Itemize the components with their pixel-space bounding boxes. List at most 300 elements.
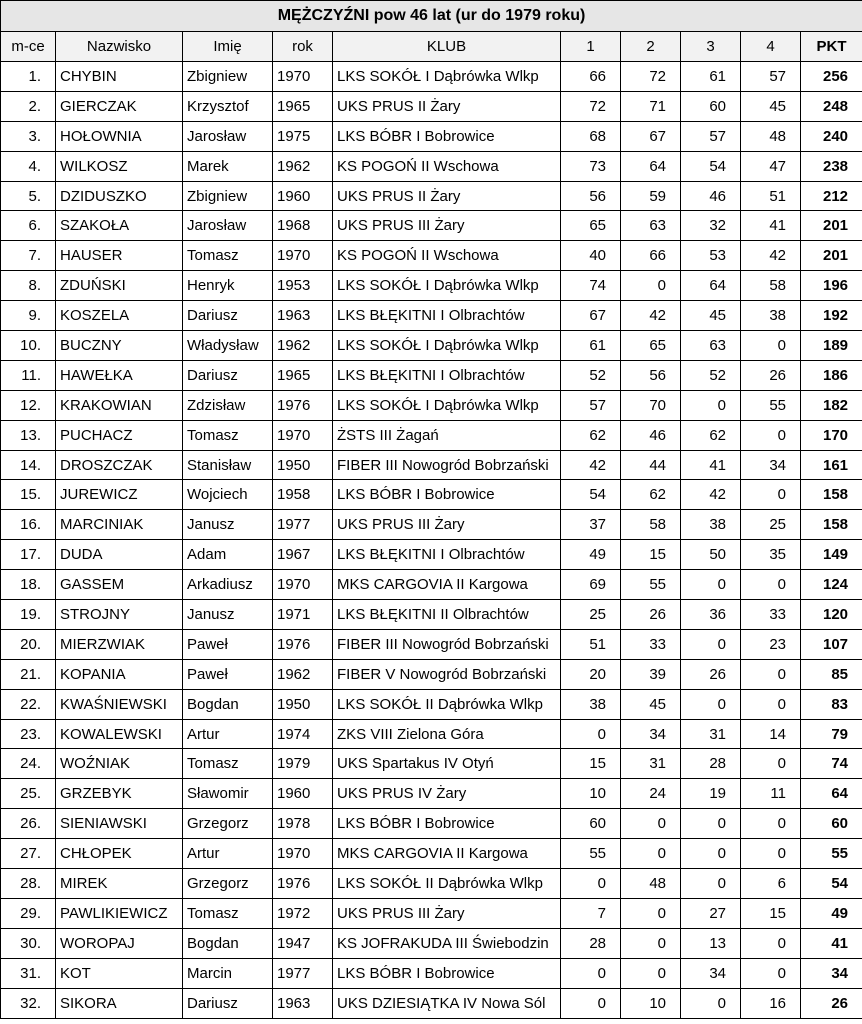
cell-club: LKS SOKÓŁ II Dąbrówka Wlkp (333, 689, 561, 719)
cell-name: Jarosław (183, 121, 273, 151)
cell-club: UKS Spartakus IV Otyń (333, 749, 561, 779)
cell-place: 15. (1, 480, 56, 510)
cell-club: UKS PRUS III Żary (333, 211, 561, 241)
table-row (1, 121, 862, 151)
cell-place: 13. (1, 420, 56, 450)
cell-round-4: 47 (741, 151, 801, 181)
cell-club: UKS PRUS III Żary (333, 510, 561, 540)
header-club: KLUB (333, 32, 561, 62)
cell-name: Dariusz (183, 988, 273, 1018)
cell-round-4: 57 (741, 62, 801, 92)
cell-round-3: 62 (681, 420, 741, 450)
cell-surname: KOT (56, 958, 183, 988)
cell-club: MKS CARGOVIA II Kargowa (333, 570, 561, 600)
cell-surname: SIKORA (56, 988, 183, 1018)
header-name: Imię (183, 32, 273, 62)
cell-round-1: 51 (561, 629, 621, 659)
cell-name: Zbigniew (183, 181, 273, 211)
cell-year: 1950 (273, 689, 333, 719)
cell-round-4: 26 (741, 360, 801, 390)
cell-points: 240 (801, 121, 862, 151)
cell-round-2: 24 (621, 779, 681, 809)
cell-surname: GIERCZAK (56, 91, 183, 121)
cell-club: KS POGOŃ II Wschowa (333, 241, 561, 271)
cell-round-4: 45 (741, 91, 801, 121)
cell-surname: GASSEM (56, 570, 183, 600)
cell-round-3: 52 (681, 360, 741, 390)
cell-name: Tomasz (183, 420, 273, 450)
cell-round-4: 25 (741, 510, 801, 540)
cell-surname: STROJNY (56, 600, 183, 630)
cell-round-2: 59 (621, 181, 681, 211)
cell-round-4: 58 (741, 271, 801, 301)
cell-surname: CHŁOPEK (56, 839, 183, 869)
cell-surname: DROSZCZAK (56, 450, 183, 480)
cell-place: 17. (1, 540, 56, 570)
cell-name: Artur (183, 719, 273, 749)
cell-surname: JUREWICZ (56, 480, 183, 510)
cell-place: 1. (1, 62, 56, 92)
cell-round-3: 27 (681, 898, 741, 928)
cell-round-1: 66 (561, 62, 621, 92)
cell-round-1: 52 (561, 360, 621, 390)
cell-points: 107 (801, 629, 862, 659)
cell-year: 1970 (273, 570, 333, 600)
cell-round-2: 33 (621, 629, 681, 659)
cell-round-3: 0 (681, 629, 741, 659)
cell-round-3: 26 (681, 659, 741, 689)
cell-round-4: 16 (741, 988, 801, 1018)
cell-round-1: 54 (561, 480, 621, 510)
cell-surname: MIREK (56, 869, 183, 899)
cell-round-4: 38 (741, 301, 801, 331)
cell-round-1: 57 (561, 390, 621, 420)
cell-name: Dariusz (183, 360, 273, 390)
cell-year: 1963 (273, 988, 333, 1018)
cell-year: 1960 (273, 181, 333, 211)
cell-surname: DUDA (56, 540, 183, 570)
table-row (1, 659, 862, 689)
table-row (1, 241, 862, 271)
cell-place: 2. (1, 91, 56, 121)
table-row (1, 301, 862, 331)
header-points: PKT (801, 32, 862, 62)
cell-name: Stanisław (183, 450, 273, 480)
table-row (1, 480, 862, 510)
cell-name: Janusz (183, 600, 273, 630)
cell-round-3: 34 (681, 958, 741, 988)
cell-round-2: 58 (621, 510, 681, 540)
cell-round-2: 72 (621, 62, 681, 92)
header-round-1: 1 (561, 32, 621, 62)
cell-round-4: 0 (741, 659, 801, 689)
cell-name: Bogdan (183, 689, 273, 719)
table-row (1, 91, 862, 121)
table-row (1, 211, 862, 241)
cell-year: 1968 (273, 211, 333, 241)
cell-round-3: 50 (681, 540, 741, 570)
cell-place: 25. (1, 779, 56, 809)
cell-round-1: 65 (561, 211, 621, 241)
cell-name: Zbigniew (183, 62, 273, 92)
cell-round-4: 0 (741, 689, 801, 719)
cell-round-2: 0 (621, 271, 681, 301)
title-row (1, 1, 862, 32)
cell-round-4: 0 (741, 749, 801, 779)
table-row (1, 420, 862, 450)
cell-surname: PAWLIKIEWICZ (56, 898, 183, 928)
cell-round-2: 45 (621, 689, 681, 719)
cell-round-3: 54 (681, 151, 741, 181)
cell-round-4: 0 (741, 958, 801, 988)
cell-year: 1970 (273, 839, 333, 869)
cell-points: 83 (801, 689, 862, 719)
cell-points: 158 (801, 480, 862, 510)
cell-round-4: 41 (741, 211, 801, 241)
cell-name: Arkadiusz (183, 570, 273, 600)
cell-round-2: 44 (621, 450, 681, 480)
cell-place: 4. (1, 151, 56, 181)
cell-name: Paweł (183, 629, 273, 659)
cell-year: 1962 (273, 331, 333, 361)
cell-name: Grzegorz (183, 869, 273, 899)
cell-name: Tomasz (183, 241, 273, 271)
cell-round-1: 72 (561, 91, 621, 121)
cell-points: 149 (801, 540, 862, 570)
cell-name: Marek (183, 151, 273, 181)
cell-name: Artur (183, 839, 273, 869)
cell-year: 1958 (273, 480, 333, 510)
cell-points: 79 (801, 719, 862, 749)
cell-club: LKS BŁĘKITNI I Olbrachtów (333, 360, 561, 390)
cell-round-3: 61 (681, 62, 741, 92)
header-year: rok (273, 32, 333, 62)
table-row (1, 510, 862, 540)
cell-name: Tomasz (183, 898, 273, 928)
cell-points: 60 (801, 809, 862, 839)
cell-surname: GRZEBYK (56, 779, 183, 809)
cell-round-2: 55 (621, 570, 681, 600)
cell-points: 248 (801, 91, 862, 121)
cell-round-1: 20 (561, 659, 621, 689)
cell-place: 11. (1, 360, 56, 390)
cell-surname: SIENIAWSKI (56, 809, 183, 839)
cell-round-3: 31 (681, 719, 741, 749)
cell-year: 1974 (273, 719, 333, 749)
cell-round-4: 11 (741, 779, 801, 809)
cell-name: Paweł (183, 659, 273, 689)
cell-surname: KWAŚNIEWSKI (56, 689, 183, 719)
cell-name: Jarosław (183, 211, 273, 241)
cell-round-2: 0 (621, 958, 681, 988)
table-row (1, 928, 862, 958)
cell-name: Tomasz (183, 749, 273, 779)
table-row (1, 151, 862, 181)
cell-round-1: 68 (561, 121, 621, 151)
cell-round-2: 42 (621, 301, 681, 331)
cell-points: 54 (801, 869, 862, 899)
cell-points: 64 (801, 779, 862, 809)
cell-year: 1971 (273, 600, 333, 630)
cell-round-4: 15 (741, 898, 801, 928)
header-row (1, 32, 862, 62)
cell-year: 1977 (273, 958, 333, 988)
header-round-3: 3 (681, 32, 741, 62)
cell-round-1: 25 (561, 600, 621, 630)
cell-points: 186 (801, 360, 862, 390)
cell-place: 31. (1, 958, 56, 988)
cell-round-4: 35 (741, 540, 801, 570)
header-place: m-ce (1, 32, 56, 62)
cell-surname: KOPANIA (56, 659, 183, 689)
table-row (1, 629, 862, 659)
cell-year: 1960 (273, 779, 333, 809)
cell-place: 9. (1, 301, 56, 331)
table-row (1, 869, 862, 899)
cell-club: LKS SOKÓŁ I Dąbrówka Wlkp (333, 271, 561, 301)
table-row (1, 390, 862, 420)
cell-round-3: 41 (681, 450, 741, 480)
cell-round-4: 33 (741, 600, 801, 630)
cell-round-4: 0 (741, 570, 801, 600)
cell-place: 29. (1, 898, 56, 928)
cell-points: 212 (801, 181, 862, 211)
cell-surname: WILKOSZ (56, 151, 183, 181)
cell-points: 120 (801, 600, 862, 630)
cell-points: 85 (801, 659, 862, 689)
cell-round-2: 48 (621, 869, 681, 899)
cell-round-1: 7 (561, 898, 621, 928)
cell-round-4: 0 (741, 839, 801, 869)
cell-name: Grzegorz (183, 809, 273, 839)
cell-round-3: 13 (681, 928, 741, 958)
table-row (1, 898, 862, 928)
cell-name: Zdzisław (183, 390, 273, 420)
cell-round-3: 64 (681, 271, 741, 301)
cell-club: LKS SOKÓŁ I Dąbrówka Wlkp (333, 390, 561, 420)
cell-round-2: 31 (621, 749, 681, 779)
cell-year: 1950 (273, 450, 333, 480)
table-row (1, 809, 862, 839)
cell-club: MKS CARGOVIA II Kargowa (333, 839, 561, 869)
table-row (1, 450, 862, 480)
cell-round-1: 73 (561, 151, 621, 181)
cell-club: LKS BŁĘKITNI I Olbrachtów (333, 540, 561, 570)
cell-points: 201 (801, 211, 862, 241)
cell-round-2: 39 (621, 659, 681, 689)
cell-round-4: 6 (741, 869, 801, 899)
cell-round-4: 14 (741, 719, 801, 749)
cell-round-2: 0 (621, 928, 681, 958)
cell-year: 1962 (273, 659, 333, 689)
cell-round-3: 32 (681, 211, 741, 241)
cell-round-2: 70 (621, 390, 681, 420)
cell-points: 196 (801, 271, 862, 301)
cell-round-2: 15 (621, 540, 681, 570)
cell-year: 1977 (273, 510, 333, 540)
cell-place: 22. (1, 689, 56, 719)
cell-round-2: 10 (621, 988, 681, 1018)
table-row (1, 181, 862, 211)
cell-name: Sławomir (183, 779, 273, 809)
cell-surname: MIERZWIAK (56, 629, 183, 659)
table-row (1, 958, 862, 988)
cell-round-1: 0 (561, 988, 621, 1018)
cell-round-3: 0 (681, 988, 741, 1018)
cell-round-1: 15 (561, 749, 621, 779)
header-round-4: 4 (741, 32, 801, 62)
cell-surname: BUCZNY (56, 331, 183, 361)
cell-round-1: 0 (561, 719, 621, 749)
cell-round-2: 34 (621, 719, 681, 749)
cell-round-2: 64 (621, 151, 681, 181)
cell-round-1: 74 (561, 271, 621, 301)
cell-place: 32. (1, 988, 56, 1018)
table-row (1, 719, 862, 749)
cell-place: 27. (1, 839, 56, 869)
cell-club: LKS BŁĘKITNI I Olbrachtów (333, 301, 561, 331)
cell-surname: MARCINIAK (56, 510, 183, 540)
table-row (1, 62, 862, 92)
cell-round-3: 53 (681, 241, 741, 271)
cell-club: ŻSTS III Żagań (333, 420, 561, 450)
cell-round-2: 67 (621, 121, 681, 151)
cell-surname: PUCHACZ (56, 420, 183, 450)
cell-club: KS POGOŃ II Wschowa (333, 151, 561, 181)
cell-year: 1963 (273, 301, 333, 331)
cell-round-2: 65 (621, 331, 681, 361)
cell-club: KS JOFRAKUDA III Świebodzin (333, 928, 561, 958)
cell-round-2: 71 (621, 91, 681, 121)
cell-name: Bogdan (183, 928, 273, 958)
cell-points: 238 (801, 151, 862, 181)
cell-surname: HAUSER (56, 241, 183, 271)
cell-round-1: 55 (561, 839, 621, 869)
cell-name: Władysław (183, 331, 273, 361)
cell-club: UKS PRUS II Żary (333, 181, 561, 211)
cell-year: 1970 (273, 420, 333, 450)
results-body (1, 62, 862, 1019)
cell-year: 1979 (273, 749, 333, 779)
cell-round-4: 0 (741, 420, 801, 450)
cell-surname: HAWEŁKA (56, 360, 183, 390)
cell-club: UKS DZIESIĄTKA IV Nowa Sól (333, 988, 561, 1018)
cell-year: 1965 (273, 360, 333, 390)
cell-surname: DZIDUSZKO (56, 181, 183, 211)
cell-round-4: 55 (741, 390, 801, 420)
table-row (1, 570, 862, 600)
cell-round-3: 19 (681, 779, 741, 809)
cell-points: 189 (801, 331, 862, 361)
cell-surname: WOROPAJ (56, 928, 183, 958)
cell-round-3: 57 (681, 121, 741, 151)
cell-points: 124 (801, 570, 862, 600)
cell-round-1: 69 (561, 570, 621, 600)
cell-round-1: 60 (561, 809, 621, 839)
header-surname: Nazwisko (56, 32, 183, 62)
cell-points: 170 (801, 420, 862, 450)
cell-year: 1972 (273, 898, 333, 928)
cell-round-3: 46 (681, 181, 741, 211)
table-row (1, 839, 862, 869)
cell-club: LKS BŁĘKITNI II Olbrachtów (333, 600, 561, 630)
cell-round-2: 0 (621, 898, 681, 928)
cell-round-1: 37 (561, 510, 621, 540)
cell-round-4: 0 (741, 809, 801, 839)
cell-round-1: 67 (561, 301, 621, 331)
cell-year: 1962 (273, 151, 333, 181)
cell-round-1: 10 (561, 779, 621, 809)
cell-round-4: 0 (741, 928, 801, 958)
cell-club: LKS SOKÓŁ II Dąbrówka Wlkp (333, 869, 561, 899)
cell-round-4: 42 (741, 241, 801, 271)
cell-round-2: 62 (621, 480, 681, 510)
cell-name: Adam (183, 540, 273, 570)
cell-round-3: 28 (681, 749, 741, 779)
cell-place: 21. (1, 659, 56, 689)
cell-round-3: 38 (681, 510, 741, 540)
cell-points: 74 (801, 749, 862, 779)
cell-round-2: 66 (621, 241, 681, 271)
cell-round-4: 0 (741, 331, 801, 361)
cell-points: 256 (801, 62, 862, 92)
cell-place: 18. (1, 570, 56, 600)
table-row (1, 689, 862, 719)
cell-club: LKS BÓBR I Bobrowice (333, 480, 561, 510)
cell-year: 1976 (273, 629, 333, 659)
cell-club: ZKS VIII Zielona Góra (333, 719, 561, 749)
cell-round-2: 26 (621, 600, 681, 630)
cell-round-1: 38 (561, 689, 621, 719)
cell-round-1: 56 (561, 181, 621, 211)
cell-surname: KRAKOWIAN (56, 390, 183, 420)
cell-club: LKS BÓBR I Bobrowice (333, 809, 561, 839)
cell-points: 34 (801, 958, 862, 988)
cell-place: 10. (1, 331, 56, 361)
cell-points: 55 (801, 839, 862, 869)
cell-round-4: 51 (741, 181, 801, 211)
cell-surname: KOWALEWSKI (56, 719, 183, 749)
cell-round-1: 61 (561, 331, 621, 361)
cell-club: FIBER III Nowogród Bobrzański (333, 629, 561, 659)
cell-place: 7. (1, 241, 56, 271)
cell-surname: KOSZELA (56, 301, 183, 331)
cell-club: UKS PRUS II Żary (333, 91, 561, 121)
cell-round-4: 48 (741, 121, 801, 151)
cell-place: 16. (1, 510, 56, 540)
cell-round-1: 28 (561, 928, 621, 958)
cell-name: Krzysztof (183, 91, 273, 121)
cell-club: LKS SOKÓŁ I Dąbrówka Wlkp (333, 62, 561, 92)
cell-round-1: 40 (561, 241, 621, 271)
cell-place: 28. (1, 869, 56, 899)
cell-place: 20. (1, 629, 56, 659)
cell-place: 26. (1, 809, 56, 839)
table-row (1, 749, 862, 779)
cell-name: Janusz (183, 510, 273, 540)
cell-round-2: 63 (621, 211, 681, 241)
table-row (1, 779, 862, 809)
cell-round-2: 46 (621, 420, 681, 450)
cell-surname: ZDUŃSKI (56, 271, 183, 301)
cell-name: Marcin (183, 958, 273, 988)
cell-place: 19. (1, 600, 56, 630)
cell-club: UKS PRUS IV Żary (333, 779, 561, 809)
cell-round-3: 36 (681, 600, 741, 630)
cell-round-3: 0 (681, 809, 741, 839)
cell-club: FIBER V Nowogród Bobrzański (333, 659, 561, 689)
cell-round-1: 0 (561, 869, 621, 899)
